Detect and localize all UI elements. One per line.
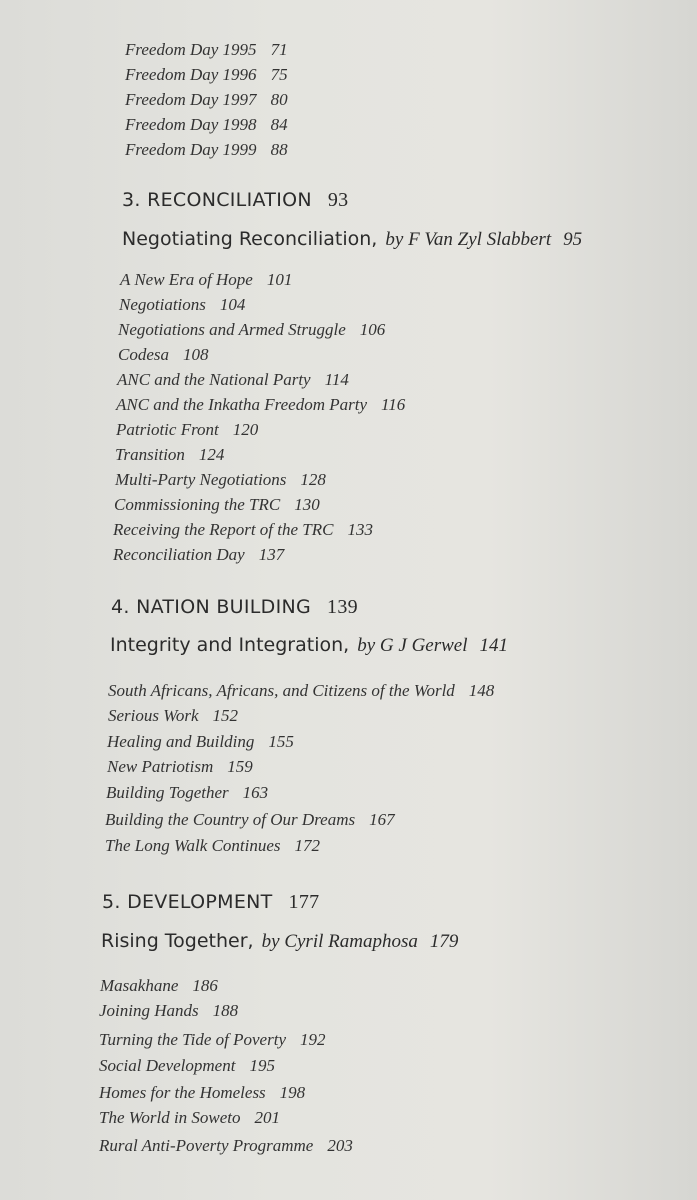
essay-page: 179 xyxy=(429,931,459,952)
entry-page: 188 xyxy=(212,1001,239,1020)
entry-title: Building the Country of Our Dreams xyxy=(105,810,356,829)
entry-title: A New Era of Hope xyxy=(120,270,253,289)
toc-entry xyxy=(106,783,268,803)
essay-title: Negotiating Reconciliation, xyxy=(122,228,378,250)
entry-page: 120 xyxy=(232,420,259,439)
entry-title: Freedom Day 1997 xyxy=(125,90,257,109)
toc-entry xyxy=(125,65,288,85)
essay-title-line xyxy=(110,634,508,657)
toc-entry xyxy=(114,495,320,515)
entry-title: Freedom Day 1999 xyxy=(125,140,257,159)
toc-entry xyxy=(116,395,405,415)
toc-entry xyxy=(113,520,373,540)
entry-title: Social Development xyxy=(99,1056,236,1075)
essay-title: Integrity and Integration, xyxy=(110,634,350,656)
section-heading-reconciliation xyxy=(122,189,348,212)
essay-title-line xyxy=(122,228,582,251)
section-page: 139 xyxy=(327,596,358,618)
toc-entry xyxy=(107,732,294,752)
toc-entry xyxy=(99,1001,238,1021)
entry-page: 186 xyxy=(192,976,218,995)
essay-page: 141 xyxy=(479,635,509,656)
toc-entry xyxy=(125,140,288,160)
entry-title: Rural Anti-Poverty Programme xyxy=(99,1136,314,1155)
entry-page: 201 xyxy=(254,1108,281,1127)
essay-author: by G J Gerwel xyxy=(357,635,468,656)
toc-entry xyxy=(116,420,258,440)
entry-title: Commissioning the TRC xyxy=(114,495,281,514)
essay-author: by F Van Zyl Slabbert xyxy=(385,229,552,250)
toc-entry xyxy=(100,976,218,996)
entry-title: Building Together xyxy=(106,783,229,802)
section-page: 93 xyxy=(327,189,349,211)
entry-page: 192 xyxy=(300,1030,326,1049)
entry-page: 124 xyxy=(198,445,225,464)
toc-entry xyxy=(118,345,209,365)
entry-title: Healing and Building xyxy=(107,732,255,751)
entry-title: Freedom Day 1995 xyxy=(125,40,257,59)
entry-page: 163 xyxy=(242,783,269,802)
entry-page: 137 xyxy=(258,545,285,564)
entry-page: 203 xyxy=(327,1136,353,1155)
toc-entry xyxy=(105,836,320,856)
entry-title: Joining Hands xyxy=(99,1001,199,1020)
entry-title: Negotiations xyxy=(119,295,206,314)
entry-page: 198 xyxy=(279,1083,306,1102)
toc-entry xyxy=(99,1083,305,1103)
section-title: 3. RECONCILIATION xyxy=(122,189,312,211)
entry-page: 106 xyxy=(359,320,386,339)
entry-page: 133 xyxy=(347,520,373,539)
toc-entry xyxy=(125,115,288,135)
entry-page: 167 xyxy=(369,810,395,829)
entry-page: 75 xyxy=(270,65,288,84)
entry-title: Reconciliation Day xyxy=(113,545,245,564)
toc-entry xyxy=(99,1056,275,1076)
entry-title: The Long Walk Continues xyxy=(105,836,281,855)
section-heading-nation-building xyxy=(111,596,358,619)
entry-page: 148 xyxy=(468,681,495,700)
entry-title: Negotiations and Armed Struggle xyxy=(118,320,346,339)
toc-entry xyxy=(117,370,349,390)
entry-page: 116 xyxy=(381,395,406,414)
essay-page: 95 xyxy=(563,229,583,250)
entry-page: 152 xyxy=(212,706,239,725)
entry-title: South Africans, Africans, and Citizens of the World xyxy=(108,681,455,700)
section-title: 4. NATION BUILDING xyxy=(111,596,312,618)
entry-title: New Patriotism xyxy=(107,757,214,776)
entry-page: 80 xyxy=(270,90,288,109)
entry-title: Codesa xyxy=(118,345,169,364)
entry-title: ANC and the Inkatha Freedom Party xyxy=(116,395,368,414)
entry-title: Transition xyxy=(115,445,185,464)
entry-title: Turning the Tide of Poverty xyxy=(99,1030,286,1049)
entry-title: Serious Work xyxy=(108,706,199,725)
toc-entry xyxy=(115,445,224,465)
entry-page: 108 xyxy=(183,345,209,364)
entry-title: Masakhane xyxy=(100,976,179,995)
toc-entry xyxy=(125,90,288,110)
toc-entry xyxy=(99,1136,353,1156)
toc-entry xyxy=(119,295,245,315)
toc-entry xyxy=(99,1108,280,1128)
entry-title: ANC and the National Party xyxy=(117,370,311,389)
entry-page: 101 xyxy=(266,270,293,289)
essay-title: Rising Together, xyxy=(101,930,254,952)
toc-entry xyxy=(99,1030,326,1050)
essay-title-line xyxy=(101,930,458,953)
essay-author: by Cyril Ramaphosa xyxy=(261,931,418,952)
entry-title: Homes for the Homeless xyxy=(99,1083,266,1102)
toc-entry xyxy=(120,270,292,290)
entry-page: 172 xyxy=(294,836,321,855)
toc-entry xyxy=(118,320,385,340)
entry-page: 88 xyxy=(270,140,288,159)
entry-title: Receiving the Report of the TRC xyxy=(113,520,334,539)
entry-page: 84 xyxy=(270,115,288,134)
entry-title: Freedom Day 1996 xyxy=(125,65,257,84)
toc-entry xyxy=(108,706,238,726)
entry-page: 104 xyxy=(219,295,246,314)
toc-entry xyxy=(107,757,253,777)
entry-page: 128 xyxy=(300,470,326,489)
toc-entry xyxy=(108,681,494,701)
section-title: 5. DEVELOPMENT xyxy=(102,891,273,913)
entry-page: 130 xyxy=(294,495,320,514)
entry-page: 71 xyxy=(270,40,288,59)
entry-page: 159 xyxy=(227,757,253,776)
entry-title: Freedom Day 1998 xyxy=(125,115,257,134)
entry-page: 155 xyxy=(268,732,294,751)
toc-entry xyxy=(115,470,326,490)
entry-title: The World in Soweto xyxy=(99,1108,241,1127)
entry-page: 114 xyxy=(324,370,349,389)
toc-entry xyxy=(113,545,284,565)
toc-entry xyxy=(105,810,395,830)
entry-page: 195 xyxy=(249,1056,275,1075)
entry-title: Multi-Party Negotiations xyxy=(115,470,287,489)
section-page: 177 xyxy=(288,891,320,913)
toc-entry xyxy=(125,40,288,60)
entry-title: Patriotic Front xyxy=(116,420,219,439)
section-heading-development xyxy=(102,891,319,914)
